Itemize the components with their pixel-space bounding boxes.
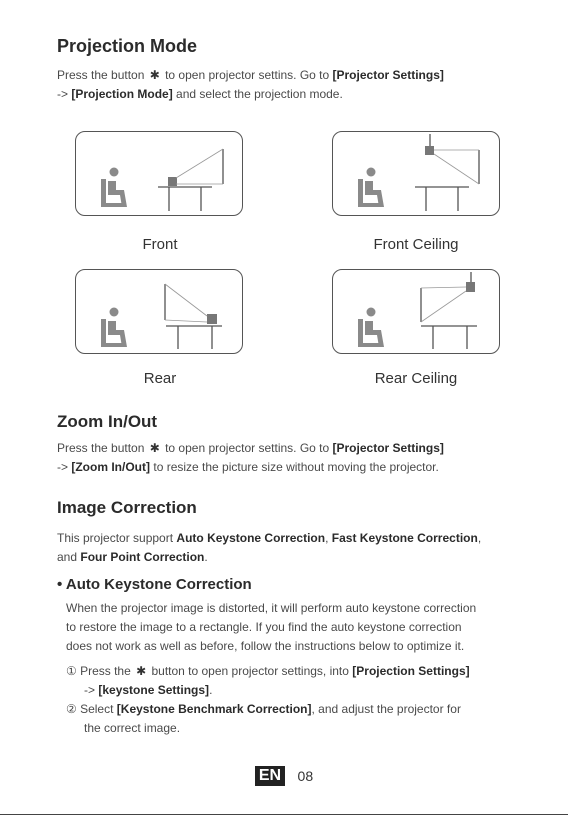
seated-person-icon [358, 308, 384, 348]
projector-icon [168, 177, 177, 186]
section-title-projection-mode: Projection Mode [57, 36, 198, 56]
section-title-zoom: Zoom In/Out [57, 412, 158, 431]
projection-instruction-line1: Press the button ✱ to open projector settins. Go to [Projector Settings] [57, 66, 444, 85]
gear-icon: ✱ [149, 68, 160, 82]
auto-keystone-step1: ① Press the ✱ button to open projector settings, into [Projection Settings] [66, 662, 470, 681]
auto-keystone-para-line2: to restore the image to a rectangle. If you find the auto keystone correction [66, 620, 462, 634]
subsection-title-auto-keystone: • Auto Keystone Correction [57, 576, 252, 593]
gear-icon: ✱ [149, 441, 160, 455]
page-number: 08 [297, 768, 314, 784]
table-icon [415, 134, 479, 211]
mode-illustration-rear-ceiling [332, 269, 500, 354]
zoom-instruction-line2: -> [Zoom In/Out] to resize the picture size without moving the projector. [57, 460, 439, 474]
auto-keystone-para-line3: does not work as well as before, follow the instructions below to optimize it. [66, 639, 465, 653]
bottom-divider [0, 814, 568, 815]
mode-illustration-front [75, 131, 243, 216]
image-correction-line1: This projector support Auto Keystone Correction, Fast Keystone Correction, [57, 531, 482, 545]
auto-keystone-step2: ② Select [Keystone Benchmark Correction], and adjust the projector for [66, 702, 461, 716]
seated-person-icon [101, 168, 127, 208]
page-footer [0, 766, 568, 786]
projector-icon [207, 314, 217, 324]
seated-person-icon [101, 308, 127, 348]
mode-label-front: Front [142, 236, 178, 253]
table-icon [158, 149, 223, 211]
seated-person-icon [358, 168, 384, 208]
section-title-image-correction: Image Correction [57, 498, 197, 517]
auto-keystone-para-line1: When the projector image is distorted, it will perform auto keystone correction [66, 601, 477, 615]
language-badge: EN [255, 766, 285, 786]
image-correction-line2: and Four Point Correction. [57, 550, 208, 564]
mode-label-rear: Rear [143, 370, 177, 387]
mode-illustration-rear [75, 269, 243, 354]
projector-icon [466, 282, 475, 292]
mode-label-front-ceiling: Front Ceiling [373, 236, 459, 253]
mode-label-rear-ceiling: Rear Ceiling [374, 370, 458, 387]
zoom-instruction-line1: Press the button ✱ to open projector settins. Go to [Projector Settings] [57, 439, 444, 458]
projector-icon [425, 146, 434, 155]
auto-keystone-step2-cont: the correct image. [84, 721, 181, 735]
projection-instruction-line2: -> [Projection Mode] and select the projection mode. [57, 87, 343, 101]
auto-keystone-step1-cont: -> [keystone Settings]. [84, 683, 213, 697]
gear-icon: ✱ [136, 664, 147, 678]
mode-illustration-front-ceiling [332, 131, 500, 216]
